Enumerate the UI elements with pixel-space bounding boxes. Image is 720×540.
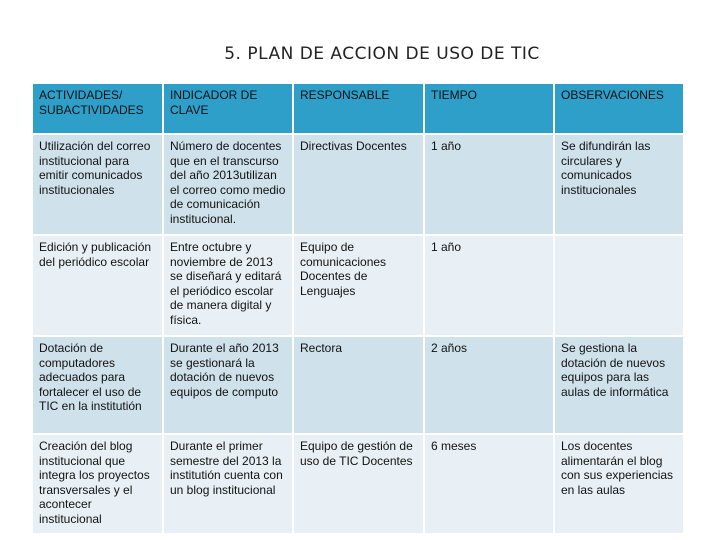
page-title: 5. PLAN DE ACCION DE USO DE TIC xyxy=(224,44,540,64)
cell-observations xyxy=(554,235,684,336)
header-time: TIEMPO xyxy=(424,83,554,134)
cell-indicator: Durante el año 2013 se gestionará la dotación de nuevos equipos de computo xyxy=(163,336,293,434)
cell-activity: Utilización del correo institucional para emitir comunicados institucionales xyxy=(32,134,163,235)
action-plan-table xyxy=(31,82,685,535)
table-row xyxy=(32,134,684,235)
header-observations: OBSERVACIONES xyxy=(554,83,684,134)
table-row xyxy=(32,336,684,434)
cell-responsible: Directivas Docentes xyxy=(293,134,424,235)
cell-observations: Se gestiona la dotación de nuevos equipos para las aulas de informática xyxy=(554,336,684,434)
cell-indicator: Durante el primer semestre del 2013 la institutión cuenta con un blog institucional xyxy=(163,434,293,534)
cell-time: 6 meses xyxy=(424,434,554,534)
cell-responsible: Rectora xyxy=(293,336,424,434)
cell-indicator: Número de docentes que en el transcurso del año 2013utilizan el correo como medio de comunicación institucional. xyxy=(163,134,293,235)
cell-time: 2 años xyxy=(424,336,554,434)
header-key-indicator: INDICADOR DE CLAVE xyxy=(163,83,293,134)
table-row xyxy=(32,434,684,534)
cell-activity: Dotación de computadores adecuados para fortalecer el uso de TIC en la institutión xyxy=(32,336,163,434)
header-responsible: RESPONSABLE xyxy=(293,83,424,134)
cell-responsible: Equipo de gestión de uso de TIC Docentes xyxy=(293,434,424,534)
cell-observations: Los docentes alimentarán el blog con sus experiencias en las aulas xyxy=(554,434,684,534)
cell-observations: Se difundirán las circulares y comunicados institucionales xyxy=(554,134,684,235)
cell-time: 1 año xyxy=(424,235,554,336)
header-activities: ACTIVIDADES/ SUBACTIVIDADES xyxy=(32,83,163,134)
cell-responsible: Equipo de comunicaciones Docentes de Lenguajes xyxy=(293,235,424,336)
table-header-row xyxy=(32,83,684,134)
cell-indicator: Entre octubre y noviembre de 2013 se diseñará y editará el periódico escolar de manera digital y física. xyxy=(163,235,293,336)
cell-time: 1 año xyxy=(424,134,554,235)
table-row xyxy=(32,235,684,336)
cell-activity: Creación del blog institucional que integra los proyectos transversales y el acontecer institucional xyxy=(32,434,163,534)
cell-activity: Edición y publicación del periódico escolar xyxy=(32,235,163,336)
